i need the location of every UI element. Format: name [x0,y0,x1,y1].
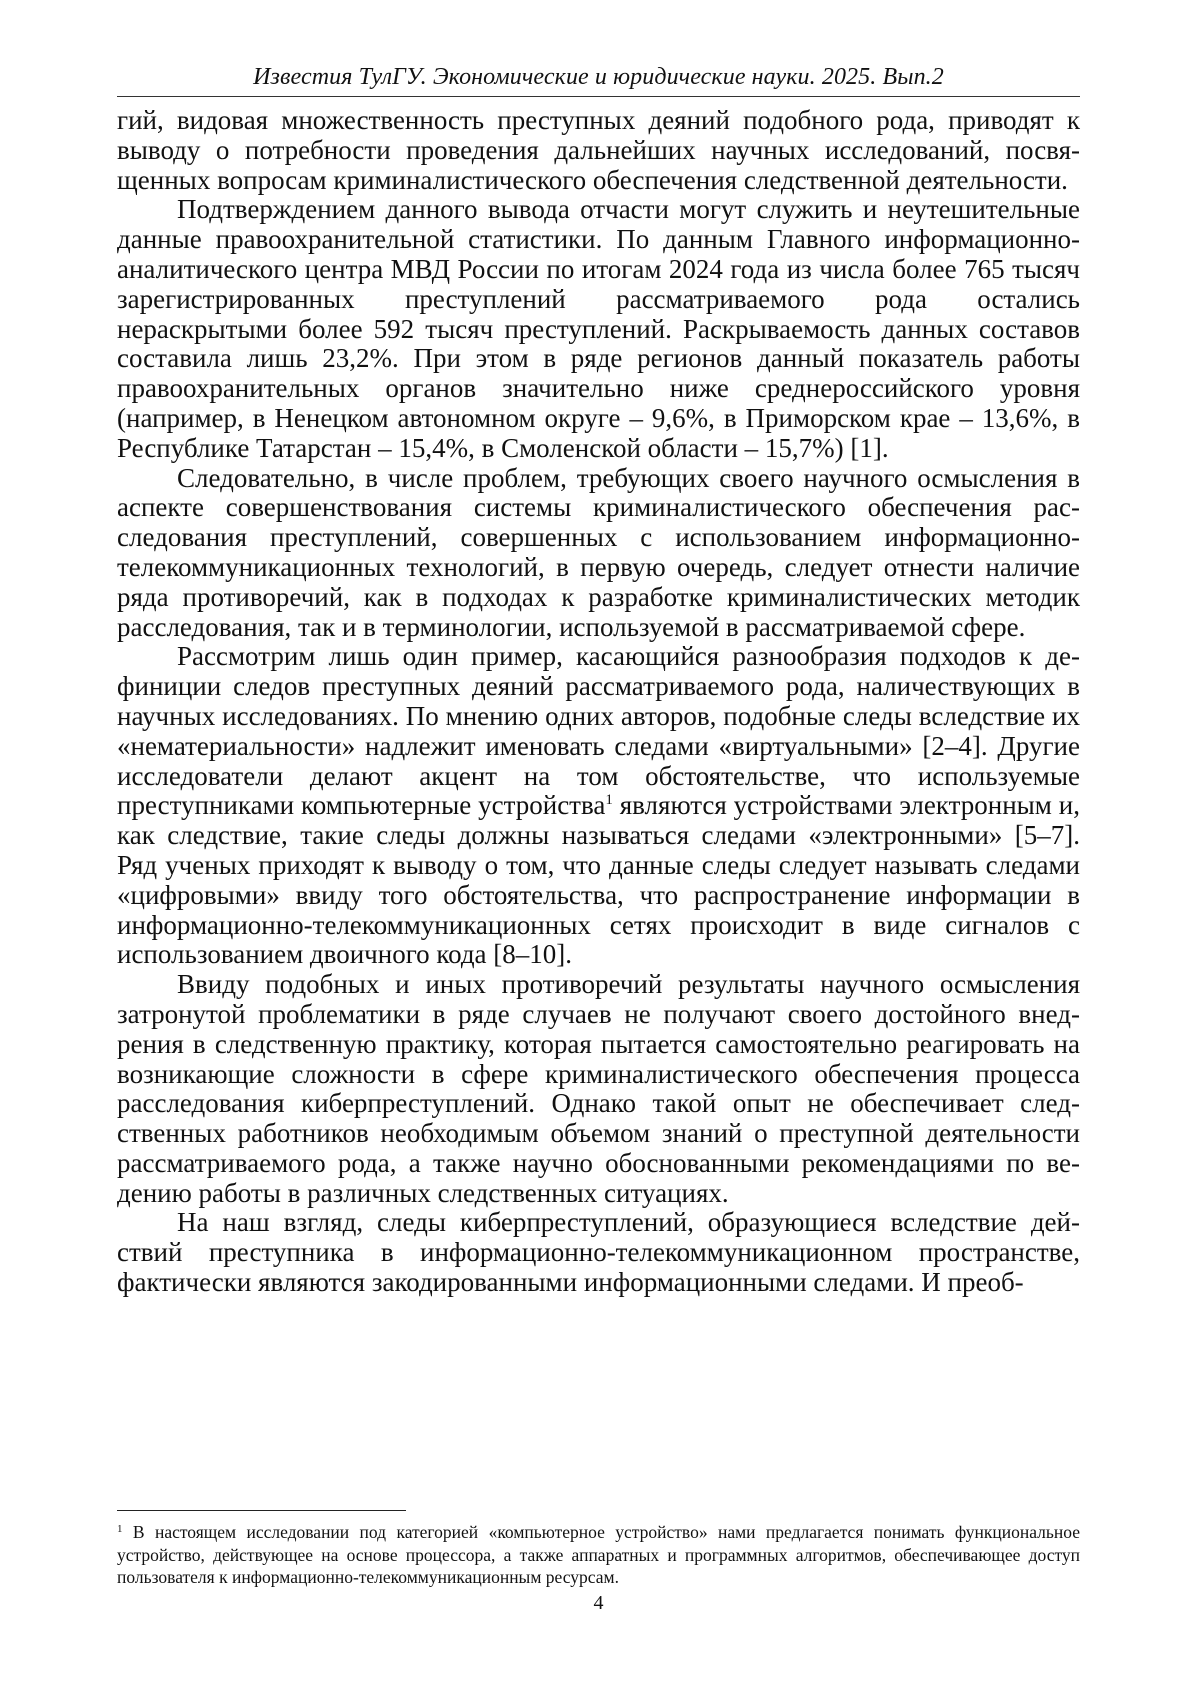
header-rule [117,96,1080,97]
footnote-marker: 1 [117,1523,123,1535]
paragraph-contradictions: Ввиду подобных и иных противоречий результаты научного осмысления затронутой проблематики в ряде случаев не получают своего достойного внедрения в следственную практику, которая пытается самостоятельно реагировать на возникающие сложности в сфере криминалистического обеспечения процесса расследования киберпреступлений. Однако такой опыт не обеспечивает следственных работников необходимым объемом знаний о преступной деятельности рассматриваемого рода, а также научно обоснованными рекомендациями по ведению работы в различных следственных ситуациях. [117,969,1080,1208]
paragraph-text-part: Рассмотрим лишь один пример, касающийся разнообразия подходов к дефиниции следов преступных деяний рассматриваемого рода, наличествующих в научных исследованиях. По мнению одних авторов, подобные следы вследствие их «нематериальности» надлежит именовать следами «виртуальными» [2–4]. Другие исследователи делают акцент на том обстоятельстве, что используемые преступниками компьютерные устройства [117,641,1080,821]
footnote-text: В настоящем исследовании под категорией «компьютерное устройство» нами предлагается понимать функциональное устройство, действующее на основе процессора, а также аппаратных и программных алгоритмов, обеспечивающее доступ пользователя к информационно-телекоммуникационным ресурсам. [117,1522,1080,1587]
paragraph-encoded-traces: На наш взгляд, следы киберпреступлений, образующиеся вследствие действий преступника в информационно-телекоммуникационном пространстве, фактически являются закодированными информационными следами. И преоб- [117,1207,1080,1298]
running-header: Известия ТулГУ. Экономические и юридические науки. 2025. Вып.2 [253,64,944,90]
paragraph-statistics: Подтверждением данного вывода отчасти могут служить и неутешительные данные правоохранительной статистики. По данным Главного информационно-аналитического центра МВД России по итогам 2024 года из числа более 765 тысяч зарегистрированных преступлений рассматриваемого рода остались нераскрытыми более 592 тысяч преступлений. Раскрываемость данных составов составила лишь 23,2%. При этом в ряде регионов данный показатель работы правоохранительных органов значительно ниже среднероссийского уровня (например, в Ненецком автономном округе – 9,6%, в Приморском крае – 13,6%, в Республике Татарстан – 15,4%, в Смоленской области – 15,7%) [1]. [117,194,1080,463]
paragraph-problems: Следовательно, в числе проблем, требующих своего научного осмысления в аспекте совершенствования системы криминалистического обеспечения расследования преступлений, совершенных с использованием информационно-телекоммуникационных технологий, в первую очередь, следует отнести наличие ряда противоречий, как в подходах к разработке криминалистических методик расследования, так и в терминологии, используемой в рассматриваемой сфере. [117,462,1080,642]
footnote-rule [117,1510,406,1511]
page-number: 4 [593,1592,604,1614]
paragraph-text-part: являются устройствами электронным и, как следствие, такие следы должны называться следами «электронными» [5–7]. Ряд ученых приходят к выводу о том, что данные следы следует называть следами «цифровыми» ввиду того обстоятельства, что распространение информации в информационно-телекоммуникационных сетях происходит в виде сигналов с использованием двоичного кода [8–10]. [117,790,1080,970]
footnote-reference[interactable]: 1 [605,792,613,809]
paragraph-trace-definitions [117,642,1080,970]
paragraph-continued: гий, видовая множественность преступных деяний подобного рода, приводят к выводу о потребности проведения дальнейших научных исследований, посвященных вопросам криминалистического обеспечения следственной деятельности. [117,105,1080,195]
article-body [117,106,1080,1298]
footnote [117,1521,1080,1589]
